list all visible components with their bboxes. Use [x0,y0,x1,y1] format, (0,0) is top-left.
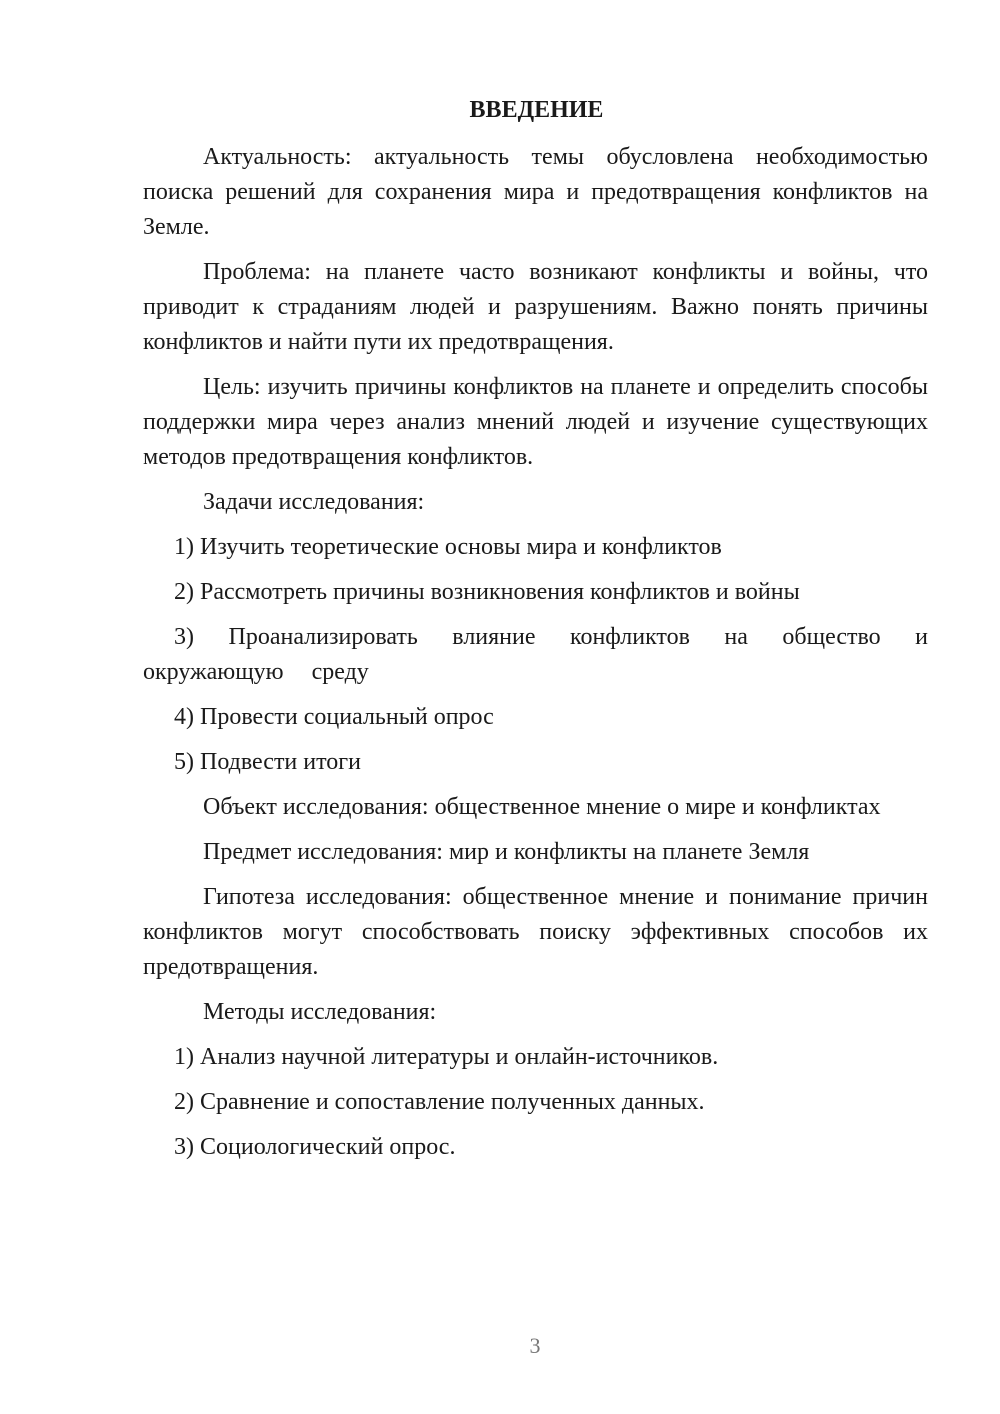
object-line: Объект исследования: общественное мнение о мире и конфликтах [203,794,881,820]
task-item: 5) Подвести итоги [174,749,361,775]
goal-paragraph: Цель: изучить причины конфликтов на планете и определить способы поддержки мира через анализ мнений людей и изучение существующих методов предотвращения конфликтов. [143,374,928,470]
problem-paragraph: Проблема: на планете часто возникают конфликты и войны, что приводит к страданиям людей и разрушениям. Важно понять причины конфликтов и найти пути их предотвращения. [143,259,928,355]
method-item: 1) Анализ научной литературы и онлайн-источников. [174,1044,719,1070]
page-number: 3 [529,1333,541,1358]
task-item: 2) Рассмотреть причины возникновения конфликтов и войны [174,579,800,605]
tasks-heading: Задачи исследования: [203,489,425,515]
document-body [143,93,928,1175]
task-item: 3) Проанализировать влияние конфликтов на общество и окружающую среду [143,624,928,685]
methods-heading: Методы исследования: [203,999,437,1025]
relevance-paragraph: Актуальность: актуальность темы обусловлена необходимостью поиска решений для сохранения мира и предотвращения конфликтов на Земле. [143,144,928,240]
hypothesis-paragraph: Гипотеза исследования: общественное мнение и понимание причин конфликтов могут способствовать поиску эффективных способов их предотвращения. [143,884,928,980]
section-heading: ВВЕДЕНИЕ [469,97,604,123]
method-item: 2) Сравнение и сопоставление полученных данных. [174,1089,705,1115]
task-item: 4) Провести социальный опрос [174,704,494,730]
method-item: 3) Социологический опрос. [174,1134,456,1160]
task-item: 1) Изучить теоретические основы мира и конфликтов [174,534,722,560]
subject-line: Предмет исследования: мир и конфликты на планете Земля [203,839,810,865]
